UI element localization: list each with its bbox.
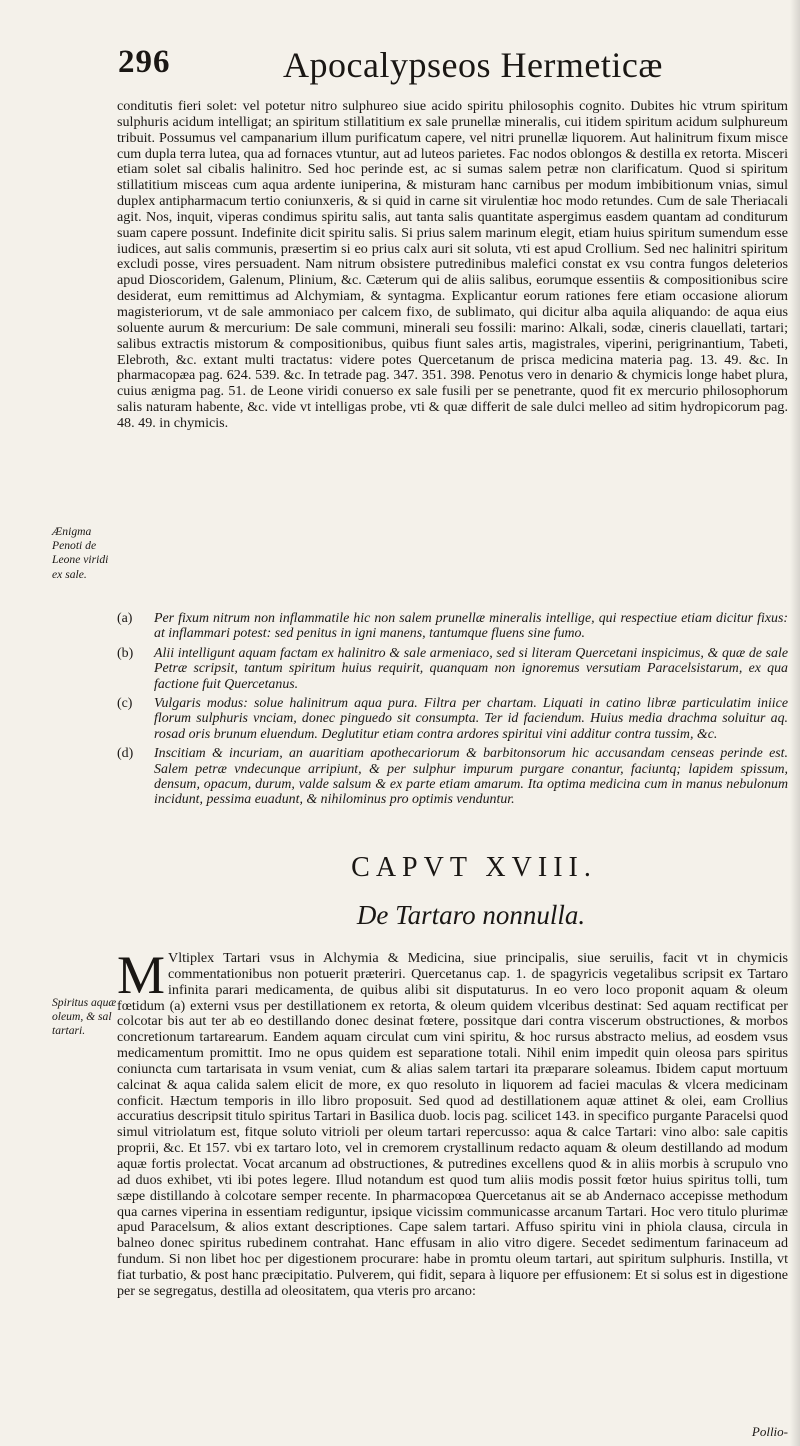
footnote-mark: (a) — [117, 611, 133, 626]
page-header — [118, 44, 780, 90]
section-2-text — [117, 945, 788, 1300]
footnote-text: Alii intelligunt aquam factam ex halinitro & sale armeniaco, sed si literam Quercetani inspicimus, & quæ de sale Petræ scripsit, tantum spiritum huius requirit, quanquam non ignoremus versutiam Paracelsistarum, ex qua factione fuit Quercetanus. — [154, 645, 788, 692]
footnote-mark: (d) — [117, 746, 134, 762]
footnote-mark: (b) — [117, 645, 134, 661]
paragraph-text: Vltiplex Tartari vsus in Alchymia & Medicina, siue principalis, siue seruilis, facit vt in chymicis commentationibus non potuerit præteriri. Quercetanus cap. 1. de spagyricis vegetalibus scripsit ex Tartaro infinita parari medicamenta, de quibus alibi sit disputaturus. In eo vero loco proponit aquam & oleum fœtidum (a) externi vsus per destillationem ex retorta, & oleum quidem vlceribus destinat: Sed aquam rectificat per colcotar bis aut ter ab eo destillando donec desinat fœtere, possitque dari contra viscerum obstructiones, & morbos concretionum tartarearum. Eandem aquam circulat cum vini spiritu, & hoc rursus abstracto melius, ad eosdem vsus medicamentum promittit. Imo ne opus quidem est separatione totali. Nihil enim impedit quin oleosa pars spiritus coniuncta cum tartarisata in vsum veniat, cum & alias salem tartari ita præparare soleamus. Ibidem caput mortuum calcinat & aqua calida salem elicit de more, ex quo resoluto in liquorem ad faciei maculas & vlcera medicinam conficit. Hæctum temporis in illo libro proposuit. Sed quod ad destillationem aquæ attinet & olei, eam Crollius accuratius descripsit titulo spiritus Tartari in Basilica duob. locis pag. scilicet 143. in specifico purgante Paracelsi quod simul vitriolatum est, fitque soluto vitrioli per oleum tartari repercusso: aqua & calce Tartari: vino albo: sale capitis proprii, &c. Et 157. vbi ex tartaro loto, vel in cremorem crystallinum redacto aquam & oleum destillando ad modum aquæ fortis prolectat. Vocat arcanum ad obstructiones, & putredines excellens quod & in aliis morbis à scrupulo vno ad duos exhibet, vti ibi potes legere. Illud notandum est quod tum aliis modis possit fœtor huius spiritus tolli, tum sæpe distillando à colcotare semper recente. In pharmacopœa Quercetanus ait se ab Andernaco accepisse methodum qua carnes viperina in essentiam rediguntur, ipsique vicissim communicasse arcanum Tartari. Hoc vero titulo plurimæ apud Paracelsum, & alios extant descriptiones. Cape salem tartari. Affuso spiritu vini in phiola clausa, circula in balneo donec spiritus rubedinem contrahat. Hanc effusam in alio vitro digere. Secedet sedimentum farinaceum ad fundum. Si non libet hoc per digestionem procurare: habe in promtu oleum tartari, aut spiritum sulphuris. Instilla, vt fiat turbatio, & post hanc præcipitatio. Pulverem, qui fidit, separa à liquore per effusionem: Et si solus est in digestione per se segregatus, destilla ad oleositatem, qua vteris pro arcano: — [117, 950, 788, 1299]
page-edge-shadow — [790, 0, 800, 1446]
margin-note-aenigma: Ænigma Penoti de Leone viridi ex sale. — [52, 525, 109, 581]
drop-cap: M — [117, 945, 166, 1005]
page-number: 296 — [118, 44, 171, 80]
footnote-c — [117, 696, 788, 742]
paragraph: conditutis fieri solet: vel potetur nitro sulphureo siue acido spiritu philosophis cognito. Dubites hic vtrum spiritum sulphuris acidum intelligat; an spiritum stillatitium ex sale prunellæ mineralis, cui itidem spiritum acidum sulphureum tribuit. Possumus vel campanarium illum purificatum capere, vel nitri prunellæ liquorem. Aut halinitrum fixum misce cum dupla terra lutea, qua ad fornaces vtuntur, aut ad luteos parietes. Fac nodos oblongos & destilla ex retorta. Misceri etiam solet sal cibalis halinitro. Sed hoc perinde est, ac si sumas salem petræ non clarificatum. Quod si spiritum stillatitium misceas cum aqua ardente iuniperina, & misturam hanc carnibus per modum imbibitionum vnias, simul duplex antipharmacum tertio coniunxeris, & si quid in carne sit virulentiæ hoc modo retundes. Cum de sale Theriacali agit. Nos, inquit, viperas condimus spiritu salis, aut tanta salis quantitate aspergimus easdem quantam ad conditurum suam capere possunt. Indefinite dicit spiritu salis. Si prius salem marinum elegit, etiam huius spiritum sumendum esse iudices, aut salis communis, præsertim si eo prius calx auri sit soluta, vti est apud Crollium. Sed nec halinitri spiritum excludi posse, vires persuadent. Nam nitrum obsistere putredinibus malefici constat ex vsu contra fungos deleterios apud Dioscoridem, Galenum, Plinium, &c. Cæterum qui de aliis salibus, eorumque essentiis & compositionibus scire desiderat, eum remittimus ad Alchymiam, & syntagma. Explicantur eorum rationes fere etiam occasione aliorum magisteriorum, vt de sale ammoniaco per calcem fixo, de sublimato, qui dicitur alba aquila aliquando: de aqua eius soluente aurum & mercurium: De sale communi, minerali seu fossili: marino: Alkali, sodæ, cineris clauellati, tartari; salibus extractis mistorum & compositionibus, quibus fiunt sales artis, magistrales, viperini, perigrinantium, Tabeti, Elebroth, &c. extant multi tractatus: videre potes Quercetanum de prisca medicina materia pag. 13. 49. &c. In pharmacopæa pag. 624. 539. &c. In tetrade pag. 347. 351. 398. Penotus vero in denario & chymicis longe habet plura, cuius ænigma pag. 51. de Leone viridi conuerso ex sale fusili per se penetrante, quod fit ex mercurio philosophorum salis naturam habente, &c. vide vt intelligas probe, vti & quæ differit de sale dulci melleo ad sitim hydropicorum pag. 48. 49. in chymicis. — [117, 98, 788, 431]
footnote-text: Per fixum nitrum non inflammatile hic non salem prunellæ mineralis intellige, qui respectiue etiam dicitur fixus: at inflammari potest: sed penitus in igni manens, tantumque fluens sine fumo. — [154, 611, 788, 642]
footnotes — [117, 611, 788, 812]
paragraph — [117, 945, 788, 1300]
chapter-title: De Tartaro nonnulla. — [356, 900, 586, 930]
footnote-mark: (c) — [117, 696, 133, 712]
running-title: Apocalypseos Hermeticæ — [283, 45, 663, 85]
margin-note-spiritus: Spiritus aquæ oleum, & sal tartari. — [52, 996, 117, 1038]
footnote-b — [117, 646, 788, 692]
footnote-text: Vulgaris modus: solue halinitrum aqua pura. Filtra per chartam. Liquati in catino libræ particulatim iniice florum sulphuris vnciam, donec pinguedo sit consumpta. Ter id faciendum. Huius media drachma soluitur aq. rosad oris brunum eluendum. Deglutitur etiam contra ardores spiritui vini additur contra tussim, &c. — [154, 696, 788, 742]
catchword: Pollio- — [751, 1424, 788, 1439]
chapter-number: CAPVT XVIII. — [351, 852, 597, 883]
footnote-text: Inscitiam & incuriam, an auaritiam apothecariorum & barbitonsorum hic accusandam censeas perinde est. Salem petræ vndecunque arripiunt, & per sulphur impurum purgare conantur, faciuntq; lapidem spissum, densum, opacum, durum, valde salsum & ex parte etiam amarum. Ita optima medicina cum in manus nebulonum incidunt, pessima euadunt, & nihilominus pro optimis venduntur. — [154, 746, 788, 808]
footnote-a — [117, 611, 788, 642]
footnote-d — [117, 746, 788, 808]
section-1-text — [117, 99, 788, 432]
